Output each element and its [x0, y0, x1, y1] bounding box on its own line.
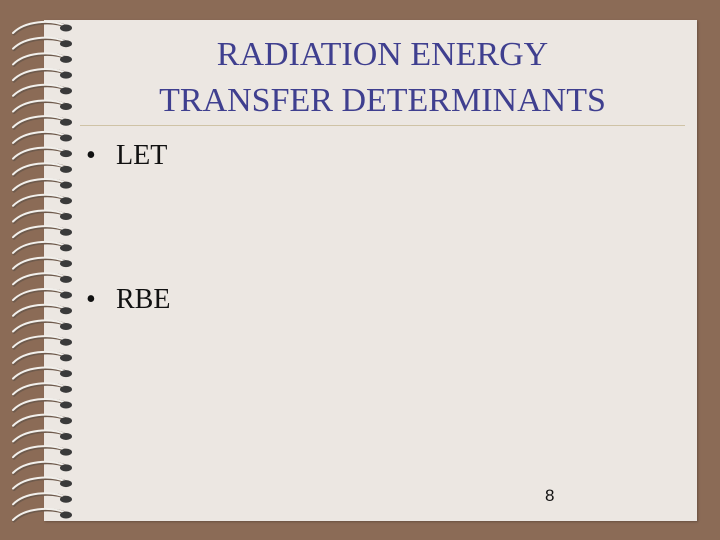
spiral-coil-icon: [13, 446, 72, 458]
bullet-dot-icon: •: [86, 284, 96, 315]
spiral-coil-icon: [13, 509, 72, 521]
spiral-coil-icon: [13, 179, 72, 191]
spiral-coil-icon: [13, 53, 72, 65]
bullet-item-let: [86, 140, 167, 172]
bullet-item-rbe: [86, 284, 170, 316]
spiral-coil-icon: [13, 399, 72, 411]
spiral-coil-icon: [13, 226, 72, 238]
spiral-coil-icon: [13, 430, 72, 442]
spiral-coil-icon: [13, 478, 72, 490]
spiral-coil-icon: [13, 148, 72, 160]
spiral-coil-icon: [13, 462, 72, 474]
spiral-coil-icon: [13, 195, 72, 207]
spiral-coil-icon: [13, 383, 72, 395]
spiral-coil-icon: [13, 85, 72, 97]
spiral-coil-icon: [13, 258, 72, 270]
bullet-text: RBE: [116, 284, 171, 315]
spiral-coil-icon: [13, 368, 72, 380]
spiral-coil-icon: [13, 22, 72, 34]
spiral-binding-icon: [0, 0, 90, 540]
spiral-coil-icon: [13, 336, 72, 348]
title-divider: [80, 125, 685, 126]
spiral-coil-icon: [13, 305, 72, 317]
spiral-coil-icon: [13, 242, 72, 254]
title-line-2: TRANSFER DETERMINANTS: [159, 82, 606, 119]
spiral-coil-icon: [13, 493, 72, 505]
spiral-coil-icon: [13, 116, 72, 128]
bullet-text: LET: [116, 140, 168, 171]
spiral-coil-icon: [13, 320, 72, 332]
slide-title: [80, 32, 685, 124]
spiral-coil-icon: [13, 132, 72, 144]
title-line-1: RADIATION ENERGY: [216, 36, 549, 73]
spiral-coil-icon: [13, 289, 72, 301]
spiral-coil-icon: [13, 101, 72, 113]
spiral-coil-icon: [13, 415, 72, 427]
page-number: 8: [545, 486, 555, 505]
bullet-dot-icon: •: [86, 140, 96, 171]
spiral-coil-icon: [13, 352, 72, 364]
spiral-coil-icon: [13, 38, 72, 50]
spiral-coil-icon: [13, 273, 72, 285]
spiral-coil-icon: [13, 163, 72, 175]
spiral-coil-icon: [13, 69, 72, 81]
spiral-coil-icon: [13, 210, 72, 222]
